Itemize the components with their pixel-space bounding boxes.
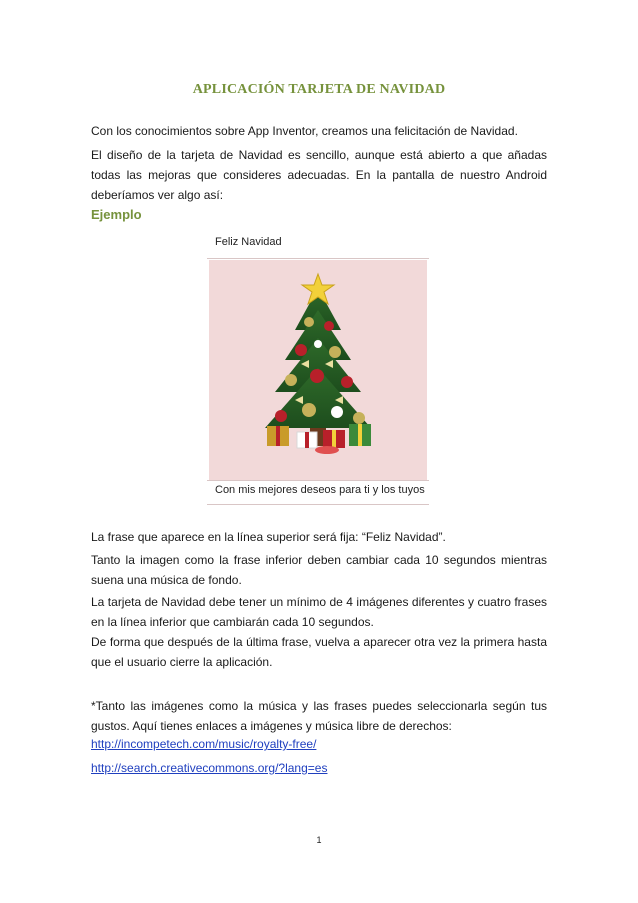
card-divider-bottom (207, 504, 429, 505)
christmas-tree-image (209, 260, 427, 480)
link-creativecommons[interactable]: http://search.creativecommons.org/?lang=es (91, 761, 328, 775)
intro-paragraph-1: Con los conocimientos sobre App Inventor, creamos una felicitación de Navidad. (91, 124, 518, 138)
body-paragraph-1: La frase que aparece en la línea superior será fija: “Feliz Navidad”. (91, 530, 446, 544)
card-divider-top (207, 258, 429, 259)
example-card (207, 236, 429, 508)
intro-paragraph-2: El diseño de la tarjeta de Navidad es sencillo, aunque está abierto a que añadas todas las mejoras que consideres adecuadas. En la pantalla de nuestro Android deberíamos ver algo así: (91, 148, 547, 202)
body-paragraph-5: *Tanto las imágenes como la música y las frases puedes seleccionarla según tus gustos. Aquí tienes enlaces a imágenes y música libre de derechos: (91, 699, 547, 733)
card-divider-middle (207, 480, 429, 481)
body-paragraph-4: De forma que después de la última frase, vuelva a aparecer otra vez la primera hasta que el usuario cierre la aplicación. (91, 635, 547, 669)
link-incompetech[interactable]: http://incompetech.com/music/royalty-free/ (91, 737, 317, 751)
card-top-text: Feliz Navidad (215, 236, 282, 248)
body-paragraph-2: Tanto la imagen como la frase inferior deben cambiar cada 10 segundos mientras suena una música de fondo. (91, 553, 547, 587)
example-heading: Ejemplo (91, 207, 142, 222)
christmas-tree-icon (209, 260, 427, 480)
page-number: 1 (316, 835, 322, 845)
body-paragraph-3: La tarjeta de Navidad debe tener un mínimo de 4 imágenes diferentes y cuatro frases en la línea inferior que cambiarán cada 10 segundos. (91, 595, 547, 629)
card-bottom-text: Con mis mejores deseos para ti y los tuyos (215, 484, 425, 496)
document-title: APLICACIÓN TARJETA DE NAVIDAD (192, 82, 446, 97)
